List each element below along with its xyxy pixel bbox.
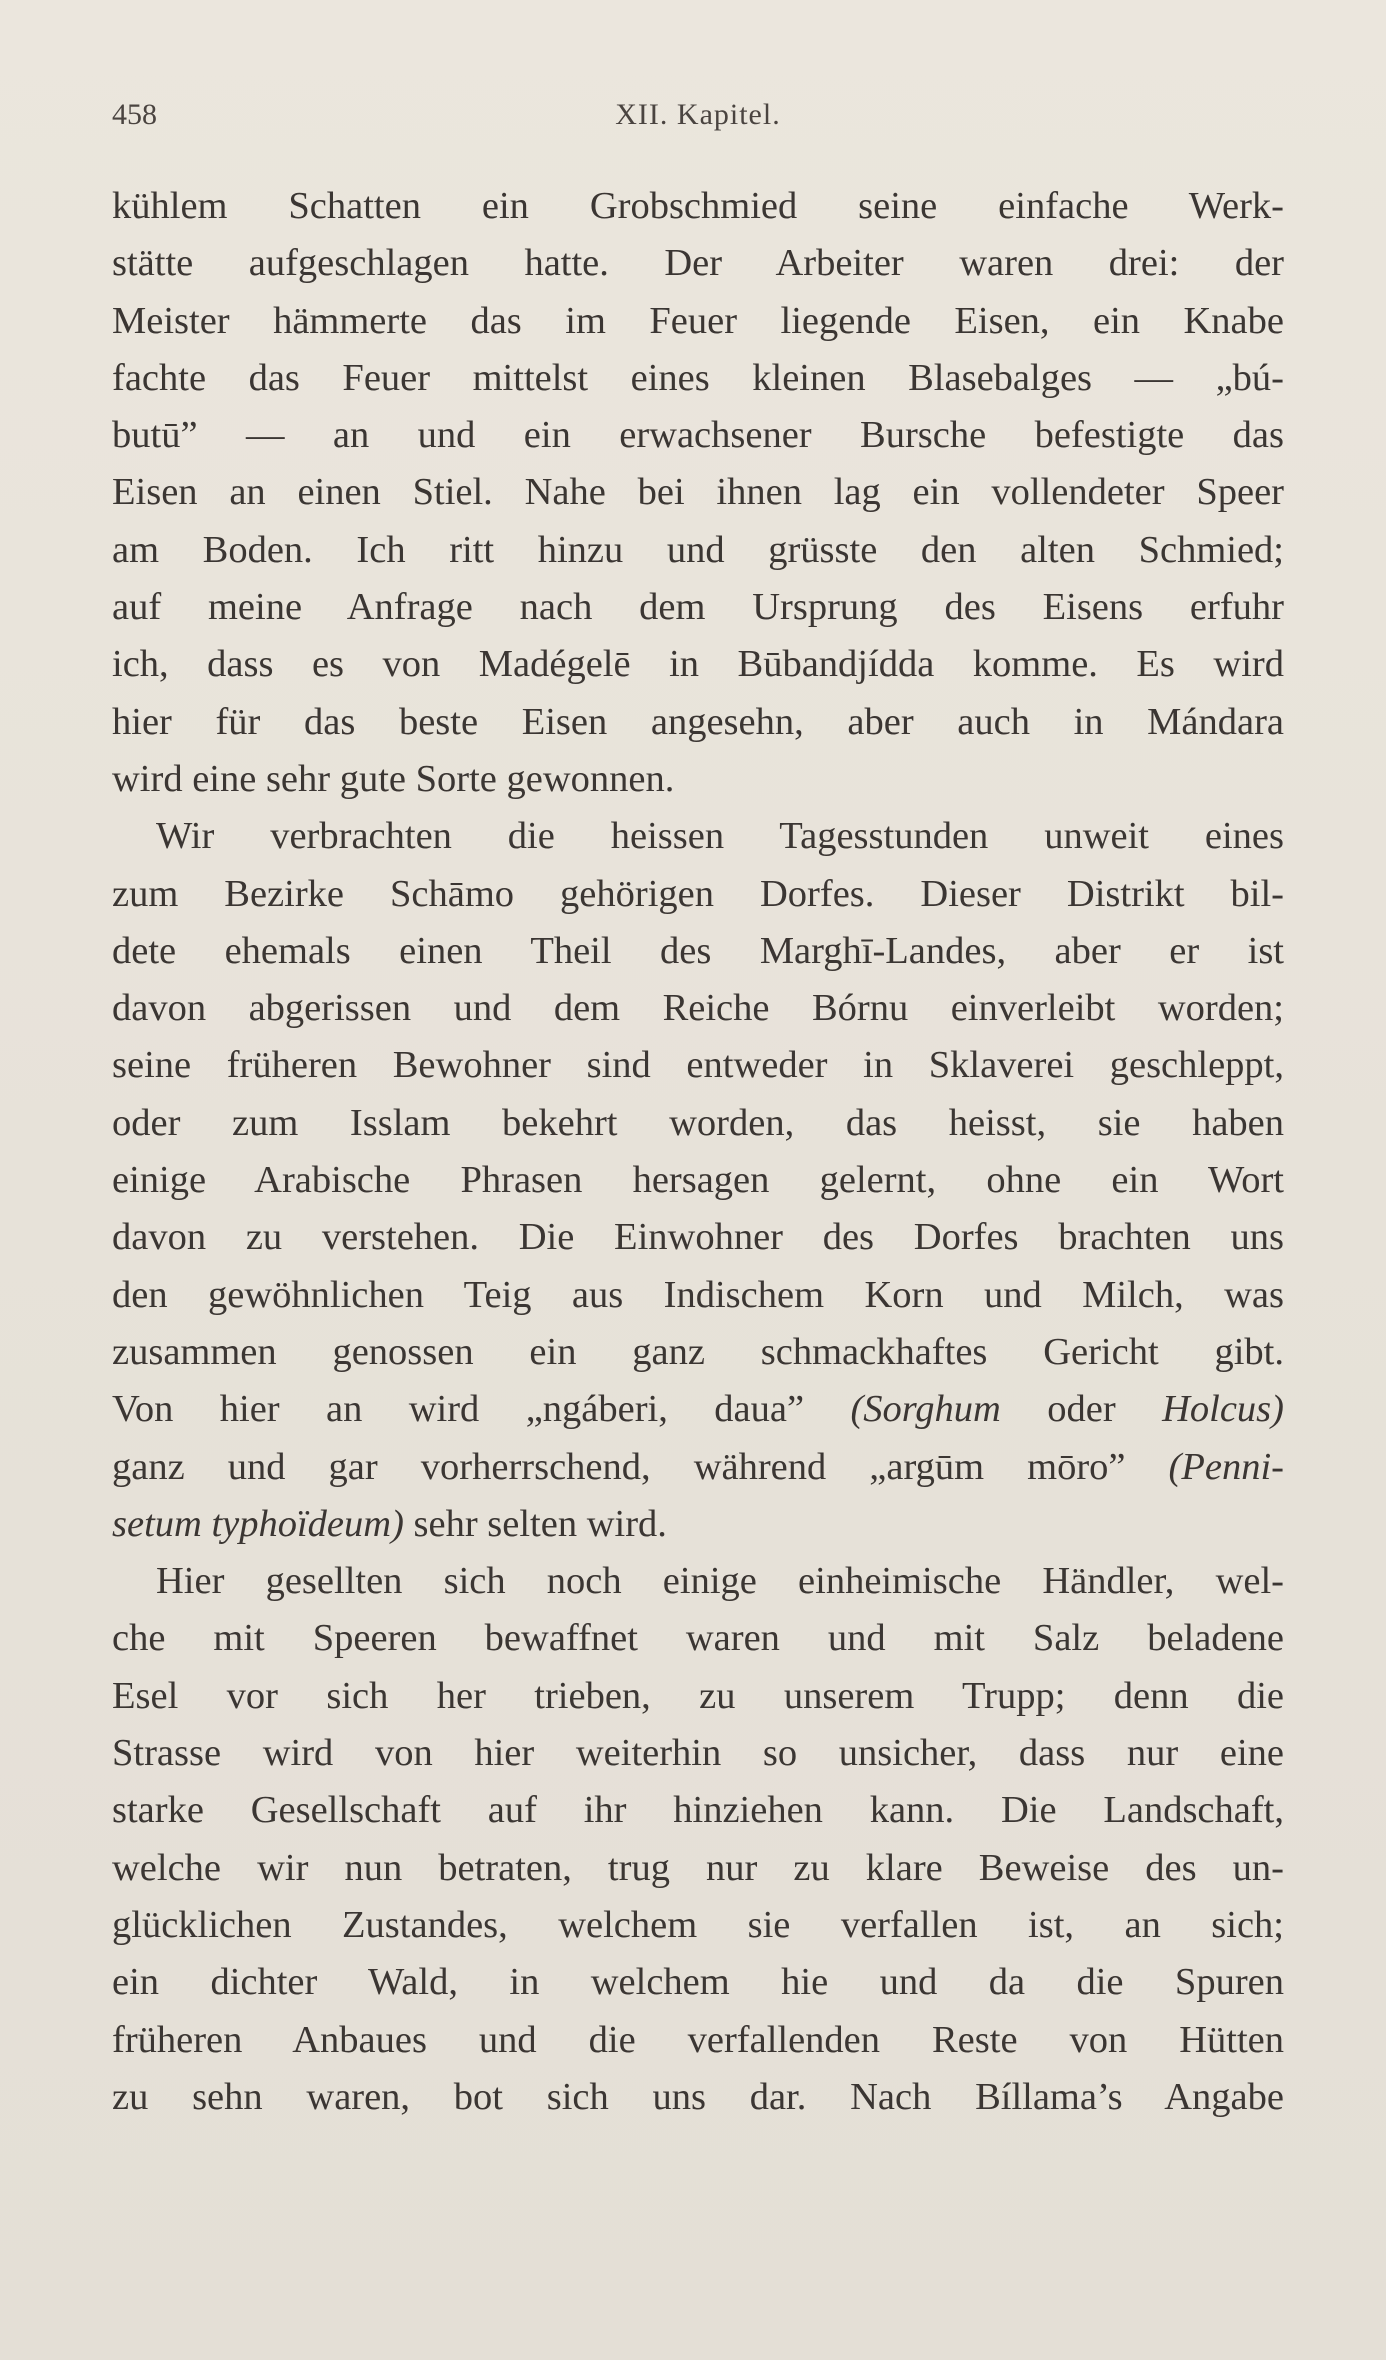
italic-term: setum typhoïdeum) xyxy=(112,1502,404,1545)
text-line: fachte das Feuer mittelst eines kleinen Blasebalges — „bú- xyxy=(112,356,1284,399)
text-line: butū” — an und ein erwachsener Bursche befestigte das xyxy=(112,414,1284,457)
body-text xyxy=(112,178,1284,2126)
text-line: starke Gesellschaft auf ihr hinziehen kann. Die Landschaft, xyxy=(112,1789,1284,1832)
text-line: ich, dass es von Madégelē in Būbandjídda komme. Es wird xyxy=(112,643,1284,686)
text-line: hier für das beste Eisen angesehn, aber auch in Mándara xyxy=(112,700,1284,743)
italic-term: (Penni- xyxy=(1168,1445,1284,1488)
text-line: Meister hämmerte das im Feuer liegende Eisen, ein Knabe xyxy=(112,299,1284,342)
text-line: Eisen an einen Stiel. Nahe bei ihnen lag ein vollendeter Speer xyxy=(112,471,1284,514)
text-line: davon abgerissen und dem Reiche Bórnu einverleibt worden; xyxy=(112,987,1284,1030)
paragraph-start-line: Wir verbrachten die heissen Tagesstunden unweit eines xyxy=(156,815,1284,858)
italic-term: (Sorghum xyxy=(850,1388,1001,1431)
line-segment: sehr selten wird. xyxy=(403,1502,667,1545)
running-head: XII. Kapitel. xyxy=(615,98,781,131)
text-line: den gewöhnlichen Teig aus Indischem Korn und Milch, was xyxy=(112,1273,1284,1316)
text-line: seine früheren Bewohner sind entweder in Sklaverei geschleppt, xyxy=(112,1044,1284,1087)
text-line: welche wir nun betraten, trug nur zu klare Beweise des un- xyxy=(112,1846,1284,1889)
line-segment: ganz und gar vorherrschend, während „argūm mōro” xyxy=(112,1445,1169,1488)
text-line: Strasse wird von hier weiterhin so unsicher, dass nur eine xyxy=(112,1732,1284,1775)
text-line: einige Arabische Phrasen hersagen gelernt, ohne ein Wort xyxy=(112,1159,1284,1202)
text-line: auf meine Anfrage nach dem Ursprung des Eisens erfuhr xyxy=(112,586,1284,629)
text-line: che mit Speeren bewaffnet waren und mit Salz beladene xyxy=(112,1617,1284,1660)
text-line-with-italics xyxy=(112,1439,1284,1496)
line-segment: oder xyxy=(1000,1388,1163,1431)
paragraph-start-line: Hier gesellten sich noch einige einheimische Händler, wel- xyxy=(156,1560,1284,1603)
text-line: oder zum Isslam bekehrt worden, das heisst, sie haben xyxy=(112,1101,1284,1144)
text-line: früheren Anbaues und die verfallenden Reste von Hütten xyxy=(112,2018,1284,2061)
page-number: 458 xyxy=(112,98,157,131)
text-line: glücklichen Zustandes, welchem sie verfallen ist, an sich; xyxy=(112,1903,1284,1946)
text-line: dete ehemals einen Theil des Marghī-Landes, aber er ist xyxy=(112,929,1284,972)
text-line: Esel vor sich her trieben, zu unserem Trupp; denn die xyxy=(112,1674,1284,1717)
text-line: davon zu verstehen. Die Einwohner des Dorfes brachten uns xyxy=(112,1216,1284,1259)
text-line: stätte aufgeschlagen hatte. Der Arbeiter waren drei: der xyxy=(112,242,1284,285)
text-line: zusammen genossen ein ganz schmackhaftes Gericht gibt. xyxy=(112,1330,1284,1373)
text-line-with-italics xyxy=(112,1381,1284,1438)
line-segment: Von hier an wird „ngáberi, daua” xyxy=(112,1388,851,1431)
text-line: zu sehn waren, bot sich uns dar. Nach Bíllama’s Angabe xyxy=(112,2075,1284,2118)
paragraph-end-line xyxy=(112,1496,1284,1553)
page-header xyxy=(112,98,1284,148)
text-line: am Boden. Ich ritt hinzu und grüsste den alten Schmied; xyxy=(112,528,1284,571)
text-line: zum Bezirke Schāmo gehörigen Dorfes. Dieser Distrikt bil- xyxy=(112,872,1284,915)
text-line: kühlem Schatten ein Grobschmied seine einfache Werk- xyxy=(112,185,1284,227)
text-line: ein dichter Wald, in welchem hie und da die Spuren xyxy=(112,1961,1284,2004)
paragraph-end-line: wird eine sehr gute Sorte gewonnen. xyxy=(112,757,675,800)
italic-term: Holcus) xyxy=(1162,1388,1284,1431)
